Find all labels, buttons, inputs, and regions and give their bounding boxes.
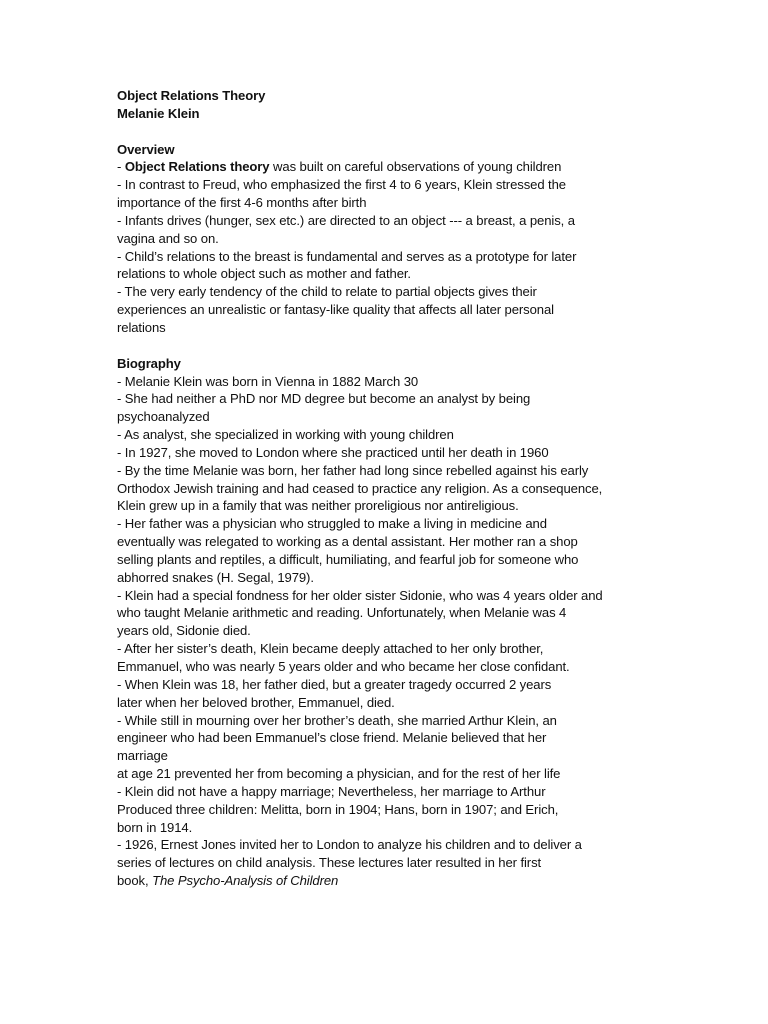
spacer xyxy=(117,337,662,355)
overview-line: relations xyxy=(117,319,166,335)
overview-bold-term: Object Relations theory xyxy=(124,159,270,175)
biography-line: series of lectures on child analysis. These lectures later resulted in her first xyxy=(117,855,542,871)
biography-line: - While still in mourning over her brother’s death, she married Arthur Klein, an xyxy=(117,712,557,728)
overview-line: vagina and so on. xyxy=(117,230,219,246)
document-title: Object Relations Theory xyxy=(117,88,266,103)
biography-line: Produced three children: Melitta, born in 1904; Hans, born in 1907; and Erich, xyxy=(117,801,559,817)
biography-line: who taught Melanie arithmetic and reading. Unfortunately, when Melanie was 4 xyxy=(117,605,567,621)
overview-line: - In contrast to Freud, who emphasized the first 4 to 6 years, Klein stressed the xyxy=(117,177,566,193)
biography-heading: Biography xyxy=(117,355,181,371)
biography-line: engineer who had been Emmanuel’s close friend. Melanie believed that her xyxy=(117,730,547,746)
biography-line: - As analyst, she specialized in working with young children xyxy=(117,427,454,443)
biography-line: - She had neither a PhD nor MD degree but become an analyst by being xyxy=(117,391,531,407)
biography-line: Orthodox Jewish training and had ceased to practice any religion. As a consequence, xyxy=(117,480,603,496)
biography-line: - By the time Melanie was born, her father had long since rebelled against his early xyxy=(117,462,589,478)
spacer xyxy=(117,123,662,141)
overview-line: importance of the first 4-6 months after birth xyxy=(117,195,367,211)
document-author: Melanie Klein xyxy=(117,105,200,121)
overview-line: - The very early tendency of the child to relate to partial objects gives their xyxy=(117,284,537,300)
biography-line: - When Klein was 18, her father died, but a greater tragedy occurred 2 years xyxy=(117,676,552,692)
biography-line: years old, Sidonie died. xyxy=(117,623,251,639)
biography-line: abhorred snakes (H. Segal, 1979). xyxy=(117,569,314,585)
overview-line: - Child’s relations to the breast is fundamental and serves as a prototype for later xyxy=(117,248,577,264)
biography-line: at age 21 prevented her from becoming a physician, and for the rest of her life xyxy=(117,766,561,782)
biography-line: born in 1914. xyxy=(117,819,193,835)
biography-line: eventually was relegated to working as a dental assistant. Her mother ran a shop xyxy=(117,534,578,550)
book-title: The Psycho-Analysis of Children xyxy=(152,873,339,889)
biography-line: - In 1927, she moved to London where she practiced until her death in 1960 xyxy=(117,444,549,460)
book-prefix: book, xyxy=(117,873,153,889)
biography-line: marriage xyxy=(117,748,168,764)
biography-line: - Klein had a special fondness for her older sister Sidonie, who was 4 years older and xyxy=(117,587,603,603)
overview-first-rest: was built on careful observations of young children xyxy=(269,159,562,175)
overview-line: - Infants drives (hunger, sex etc.) are directed to an object --- a breast, a penis, a xyxy=(117,212,575,228)
biography-line: - Melanie Klein was born in Vienna in 1882 March 30 xyxy=(117,373,419,389)
biography-line: - Klein did not have a happy marriage; Nevertheless, her marriage to Arthur xyxy=(117,783,546,799)
overview-heading: Overview xyxy=(117,141,175,157)
overview-line: relations to whole object such as mother and father. xyxy=(117,266,411,282)
biography-line: - 1926, Ernest Jones invited her to London to analyze his children and to deliver a xyxy=(117,837,582,853)
biography-line: psychoanalyzed xyxy=(117,409,210,425)
biography-line: Klein grew up in a family that was neither proreligious nor antireligious. xyxy=(117,498,519,514)
biography-line: selling plants and reptiles, a difficult, humiliating, and fearful job for someone who xyxy=(117,551,579,567)
biography-last-line xyxy=(117,872,662,890)
biography-line: Emmanuel, who was nearly 5 years older and who became her close confidant. xyxy=(117,659,570,674)
biography-line: - Her father was a physician who struggled to make a living in medicine and xyxy=(117,516,547,532)
document-body xyxy=(117,87,662,890)
overview-first-line: - Object Relations theory was built on careful observations of young children xyxy=(117,159,562,175)
biography-line: later when her beloved brother, Emmanuel, died. xyxy=(117,694,395,710)
biography-line: - After her sister’s death, Klein became deeply attached to her only brother, xyxy=(117,641,544,657)
overview-line: experiences an unrealistic or fantasy-like quality that affects all later personal xyxy=(117,302,554,318)
